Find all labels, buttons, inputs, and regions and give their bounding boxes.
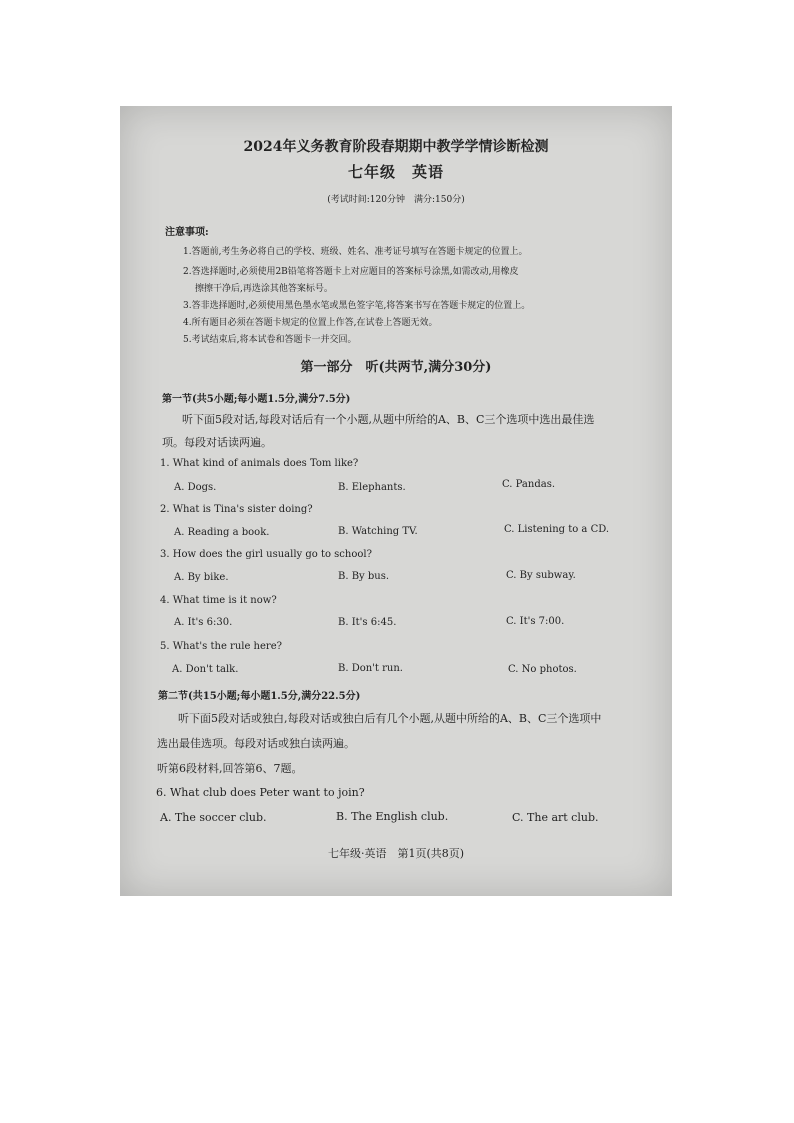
option-b: B. The English club. <box>336 810 449 823</box>
note-item: 4.所有题目必须在答题卡规定的位置上作答,在试卷上答题无效。 <box>183 318 438 328</box>
material-line: 听第6段材料,回答第6、7题。 <box>157 762 303 775</box>
option-a: A. The soccer club. <box>160 811 267 824</box>
option-c: C. Listening to a CD. <box>504 524 610 535</box>
option-a: A. Dogs. <box>174 482 217 493</box>
note-item: 5.考试结束后,将本试卷和答题卡一并交回。 <box>183 335 357 345</box>
exam-page <box>120 106 672 896</box>
question-5: 5. What's the rule here? <box>160 641 282 652</box>
option-a: A. It's 6:30. <box>174 617 233 628</box>
option-c: C. Pandas. <box>502 479 556 490</box>
option-b: B. Don't run. <box>338 663 403 674</box>
question-4: 4. What time is it now? <box>160 595 277 606</box>
option-c: C. The art club. <box>512 811 599 824</box>
option-b: B. Watching TV. <box>338 526 418 537</box>
option-a: A. Don't talk. <box>172 664 239 675</box>
option-c: C. It's 7:00. <box>506 616 565 627</box>
question-6: 6. What club does Peter want to join? <box>156 786 365 799</box>
section1-instruction: 听下面5段对话,每段对话后有一个小题,从题中所给的A、B、C三个选项中选出最佳选 <box>182 413 595 426</box>
option-a: A. Reading a book. <box>174 527 270 538</box>
option-b: B. Elephants. <box>338 482 406 493</box>
exam-time-info: (考试时间:120分钟 满分:150分) <box>327 195 465 205</box>
section2-heading: 第二节(共15小题;每小题1.5分,满分22.5分) <box>158 691 361 702</box>
notes-heading: 注意事项: <box>165 227 209 238</box>
note-item: 1.答题前,考生务必将自己的学校、班级、姓名、准考证号填写在答题卡规定的位置上。 <box>183 247 528 257</box>
option-c: C. By subway. <box>506 570 576 581</box>
part1-title: 第一部分 听(共两节,满分30分) <box>300 360 492 375</box>
note-item: 2.答选择题时,必须使用2B铅笔将答题卡上对应题目的答案标号涂黑,如需改动,用橡皮 <box>183 267 519 277</box>
section2-instruction: 听下面5段对话或独白,每段对话或独白后有几个小题,从题中所给的A、B、C三个选项中 <box>178 712 602 725</box>
note-item: 3.答非选择题时,必须使用黑色墨水笔或黑色签字笔,将答案书写在答题卡规定的位置上。 <box>183 301 531 311</box>
exam-subtitle: 七年级 英语 <box>347 163 444 181</box>
question-2: 2. What is Tina's sister doing? <box>160 504 313 515</box>
option-a: A. By bike. <box>174 572 229 583</box>
section1-heading: 第一节(共5小题;每小题1.5分,满分7.5分) <box>162 394 351 405</box>
question-3: 3. How does the girl usually go to school? <box>160 549 372 560</box>
option-c: C. No photos. <box>508 664 577 675</box>
section1-instruction: 项。每段对话读两遍。 <box>162 436 272 449</box>
exam-title: 2024年义务教育阶段春期期中教学学情诊断检测 <box>243 139 549 155</box>
option-b: B. It's 6:45. <box>338 617 397 628</box>
question-1: 1. What kind of animals does Tom like? <box>160 458 359 469</box>
section2-instruction: 选出最佳选项。每段对话或独白读两遍。 <box>157 737 355 750</box>
note-item: 擦擦干净后,再选涂其他答案标号。 <box>195 284 333 294</box>
option-b: B. By bus. <box>338 571 390 582</box>
page-footer: 七年级·英语 第1页(共8页) <box>327 847 465 860</box>
